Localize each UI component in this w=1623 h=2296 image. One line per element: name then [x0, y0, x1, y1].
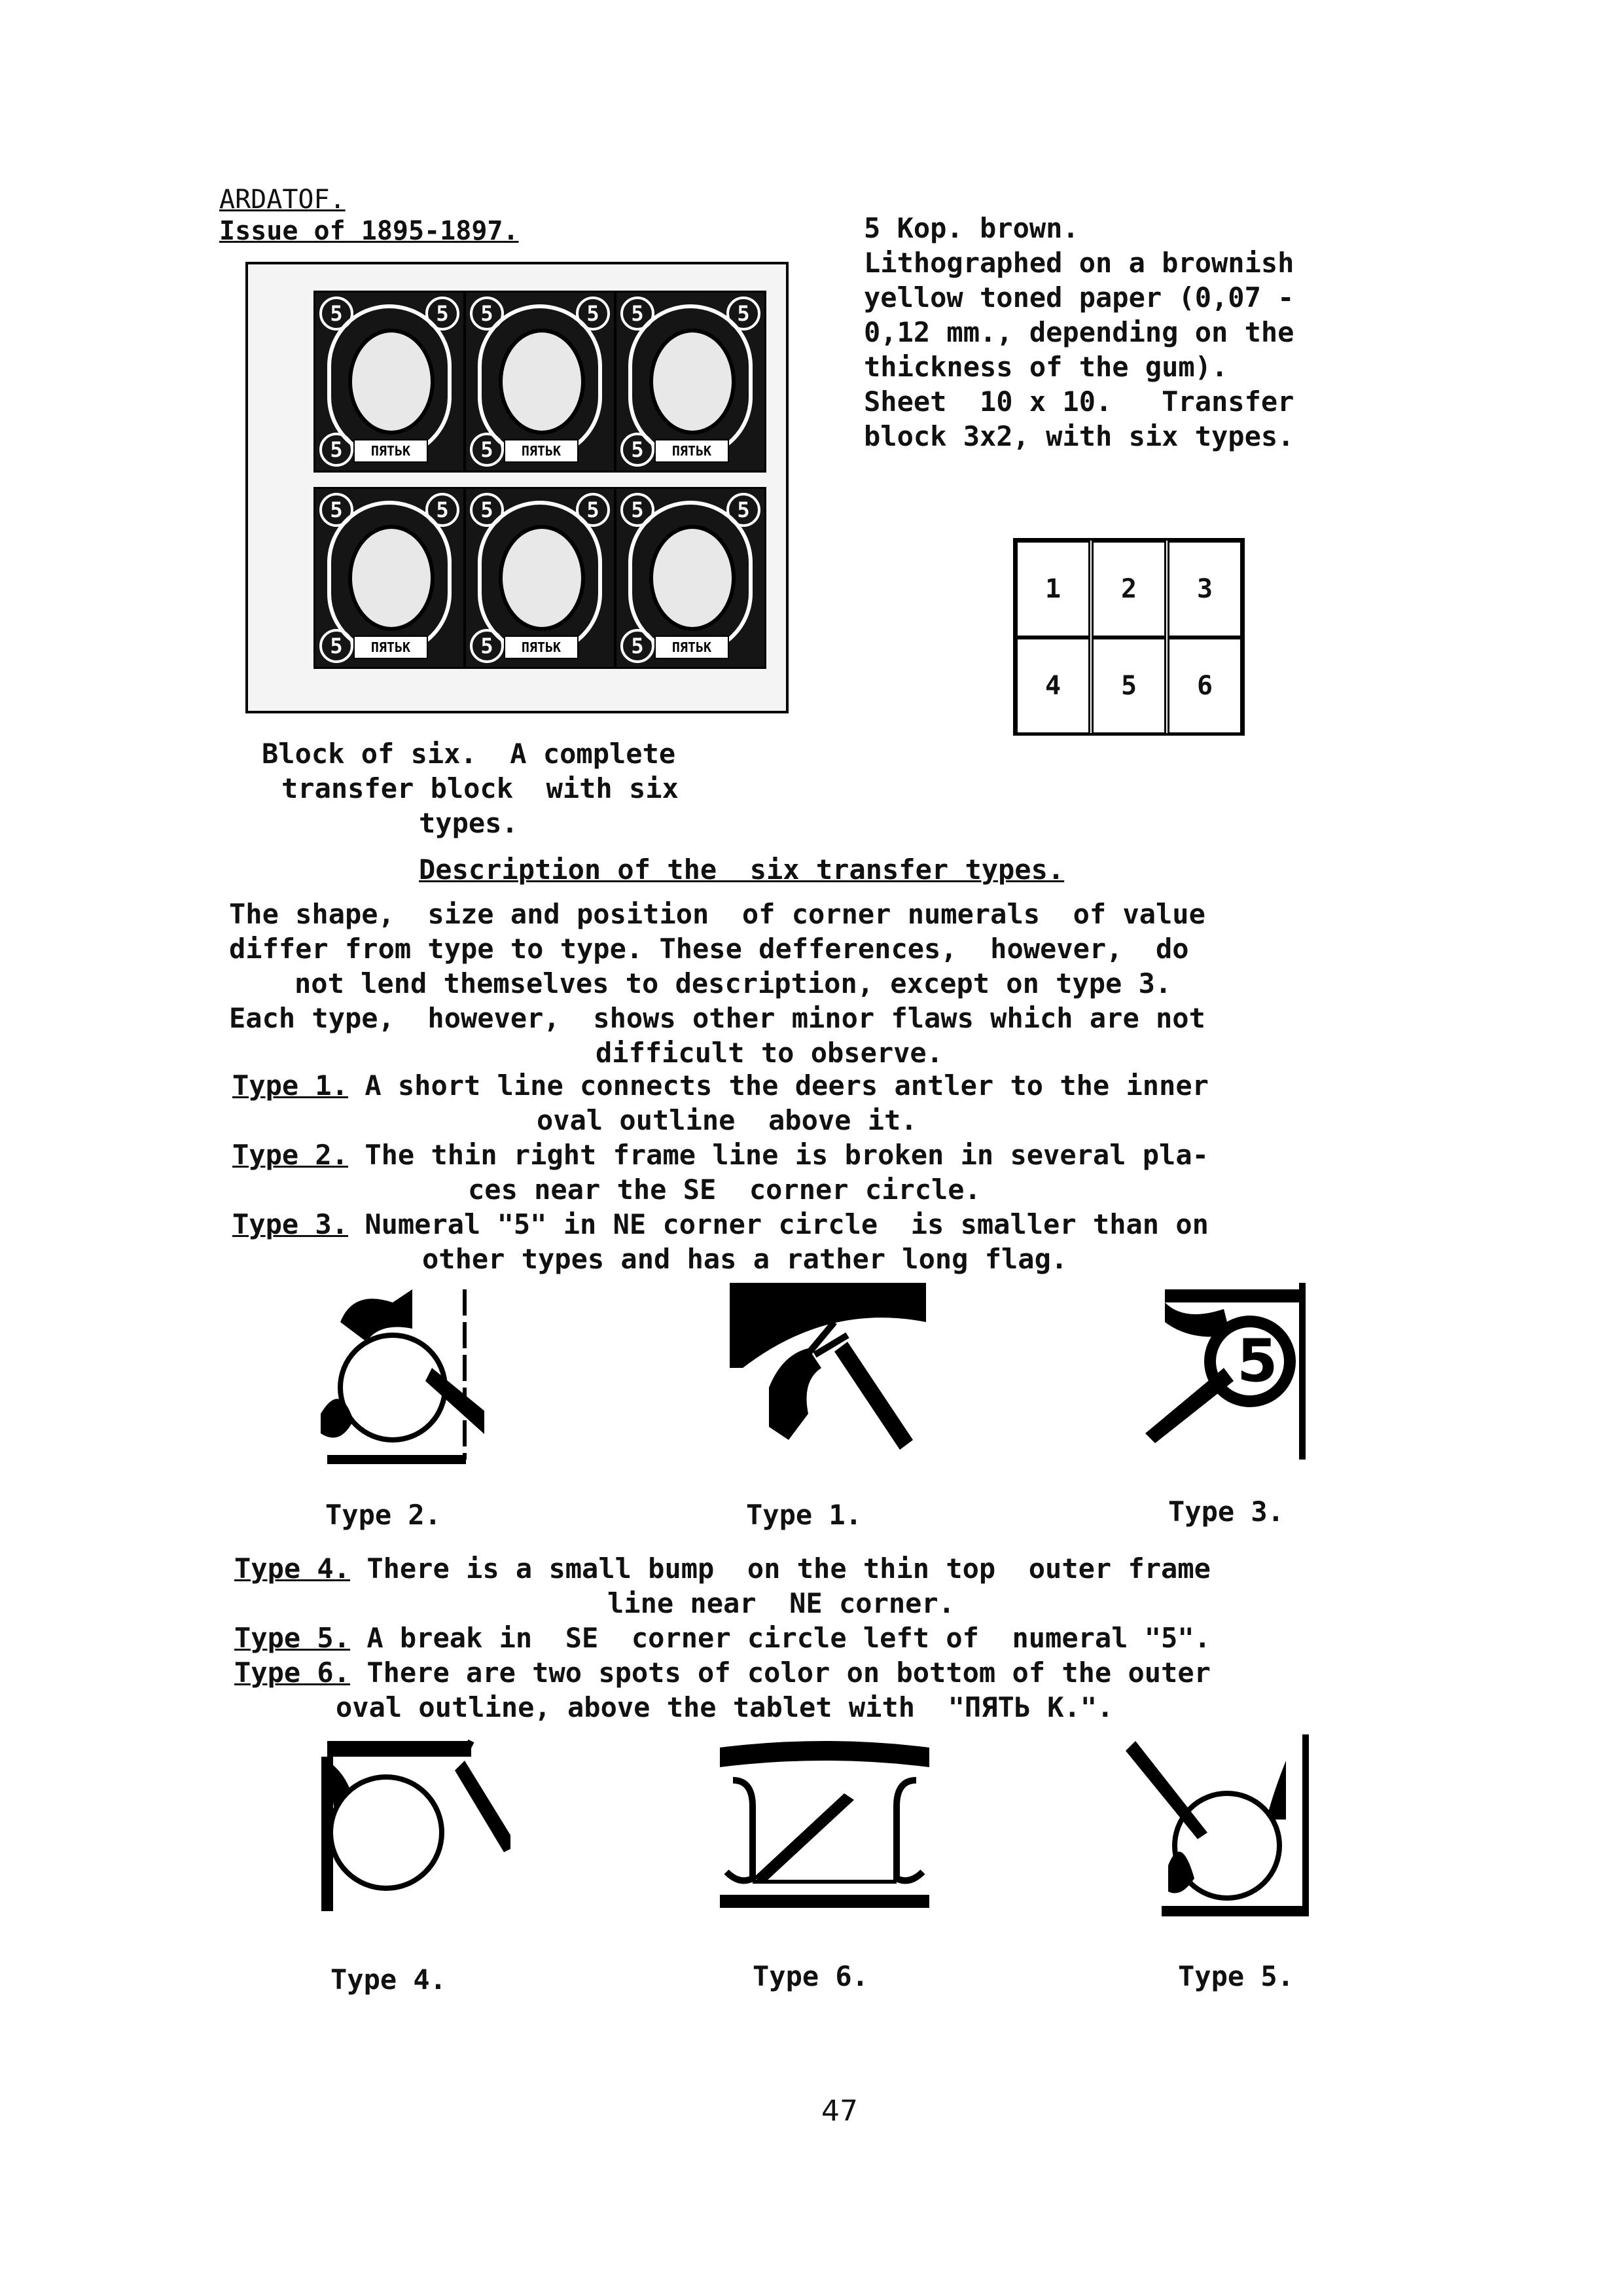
fig-caption-type-5: Type 5. — [1178, 1960, 1294, 1992]
place-heading: ARDATOF. — [219, 185, 346, 215]
grid-cell-4: 4 — [1016, 637, 1090, 734]
types-4-6: Type 4. There is a small bump on the thin top outer frame line near NE corner. Type 5. A break in SE corner circle left of numeral "5". Type 6. There are two spots of color on bottom of the outer oval outline, above the tablet with "ПЯТЬ К.". — [234, 1552, 1211, 1723]
corner-numeral: 5 — [319, 433, 353, 467]
stamp-1 — [313, 291, 465, 473]
corner-numeral: 5 — [470, 296, 504, 331]
corner-numeral: 5 — [726, 296, 760, 331]
grid-cell-2: 2 — [1092, 541, 1166, 637]
stamp-oval — [348, 329, 435, 435]
type-3-detail-figure — [1126, 1283, 1322, 1473]
stamp-tablet: ПЯТЬК — [353, 439, 428, 463]
stamp-4 — [313, 487, 465, 669]
stamp-oval — [348, 525, 435, 631]
stamp-oval — [649, 329, 736, 435]
corner-numeral: 5 — [620, 493, 654, 527]
stamp-tablet: ПЯТЬК — [654, 439, 729, 463]
transfer-layout-grid — [1013, 538, 1245, 736]
intro-paragraph: The shape, size and position of corner numerals of value differ from type to type. These defferences, however, do not lend themselves to description, except on type 3. Each type, however, shows other minor flaws which are not difficult to observe. — [229, 898, 1205, 1069]
stamp-3 — [615, 291, 766, 473]
corner-numeral: 5 — [319, 629, 353, 663]
corner-numeral: 5 — [319, 296, 353, 331]
type-2-detail-figure — [314, 1283, 484, 1473]
corner-numeral: 5 — [620, 433, 654, 467]
stamp-tablet: ПЯТЬК — [654, 636, 729, 659]
corner-numeral: 5 — [470, 629, 504, 663]
type-6-detail-figure — [713, 1741, 936, 1911]
stamp-tablet: ПЯТЬК — [504, 636, 579, 659]
type-5-detail-figure — [1116, 1734, 1319, 1918]
fig-caption-type-2: Type 2. — [325, 1499, 442, 1531]
section-title: Description of the six transfer types. — [419, 853, 1065, 886]
stamp-description: 5 Kop. brown. Lithographed on a brownish yellow toned paper (0,07 - 0,12 mm., depending on the thickness of the gum). Sheet 10 x 10. Transfer block 3x2, with six types. — [864, 212, 1294, 452]
grid-cell-5: 5 — [1092, 637, 1166, 734]
types-1-3: Type 1. A short line connects the deers antler to the inner oval outline above it. Type 2. The thin right frame line is broken in several pla- ces near the SE corner circle. Type 3. Numeral "5" in NE corner circle is smaller than on other types and has a rather long flag. — [232, 1069, 1209, 1275]
type-1-detail-figure — [730, 1283, 926, 1473]
type-4-detail-figure — [314, 1734, 510, 1918]
grid-cell-6: 6 — [1168, 637, 1242, 734]
stamp-6 — [615, 487, 766, 669]
stamp-block-image — [245, 262, 789, 713]
corner-numeral: 5 — [425, 296, 459, 331]
fig-caption-type-1: Type 1. — [746, 1499, 863, 1531]
corner-numeral: 5 — [726, 493, 760, 527]
grid-cell-3: 3 — [1168, 541, 1242, 637]
corner-numeral: 5 — [425, 493, 459, 527]
corner-numeral: 5 — [620, 629, 654, 663]
stamp-tablet: ПЯТЬК — [353, 636, 428, 659]
issue-heading: Issue of 1895-1897. — [219, 216, 519, 246]
stamp-5 — [464, 487, 616, 669]
stamp-oval — [649, 525, 736, 631]
block-caption: Block of six. A complete transfer block with six types. — [262, 738, 679, 839]
corner-numeral: 5 — [470, 493, 504, 527]
fig-caption-type-3: Type 3. — [1168, 1496, 1285, 1528]
fig-caption-type-6: Type 6. — [753, 1960, 869, 1992]
fig-caption-type-4: Type 4. — [330, 1964, 447, 1996]
corner-numeral: 5 — [576, 296, 610, 331]
corner-numeral: 5 — [576, 493, 610, 527]
stamp-oval — [499, 329, 585, 435]
page-number: 47 — [821, 2094, 858, 2128]
corner-numeral: 5 — [620, 296, 654, 331]
stamp-oval — [499, 525, 585, 631]
stamp-tablet: ПЯТЬК — [504, 439, 579, 463]
corner-numeral: 5 — [470, 433, 504, 467]
grid-cell-1: 1 — [1016, 541, 1090, 637]
svg-text:5: 5 — [1237, 1327, 1278, 1395]
stamp-2 — [464, 291, 616, 473]
corner-numeral: 5 — [319, 493, 353, 527]
